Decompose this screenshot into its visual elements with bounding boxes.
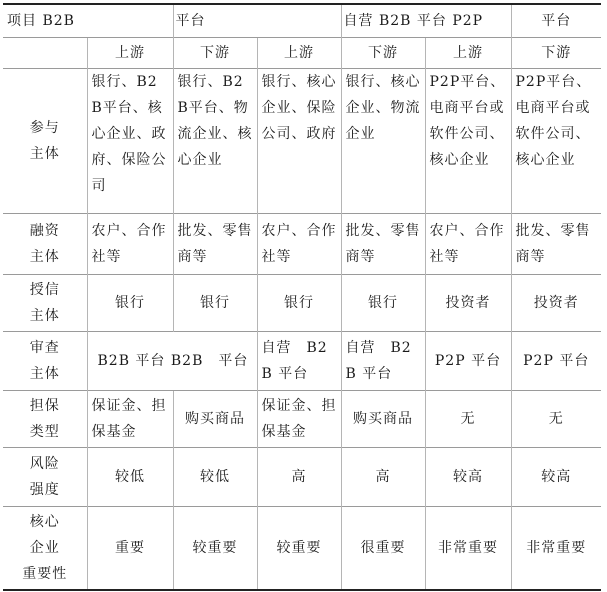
- table-cell: 较高: [425, 448, 511, 507]
- table-row: [3, 507, 601, 591]
- row-label: 融资 主体: [3, 214, 87, 275]
- header-cell-platform-1: 平台: [173, 4, 341, 38]
- comparison-table: [3, 3, 601, 591]
- table-cell: B2B 平台 B2B 平台: [87, 332, 257, 391]
- table-row: [3, 69, 601, 214]
- table-cell: 自营 B2B 平台: [257, 332, 341, 391]
- table-cell: 银行、B2B平台、物流企业、核心企业: [173, 69, 257, 214]
- table-cell: 较低: [87, 448, 173, 507]
- table-cell: 保证金、担保基金: [87, 391, 173, 448]
- row-label: 风险 强度: [3, 448, 87, 507]
- table-cell: 购买商品: [173, 391, 257, 448]
- subheader-cell: 上游: [425, 38, 511, 69]
- table-cell: 银行: [257, 275, 341, 332]
- table-cell: 自营 B2B 平台: [341, 332, 425, 391]
- subheader-cell: 上游: [257, 38, 341, 69]
- table-cell: 农户、合作社等: [257, 214, 341, 275]
- row-label: 授信 主体: [3, 275, 87, 332]
- table-subheader-row: [3, 38, 601, 69]
- table-cell: 投资者: [511, 275, 601, 332]
- table-cell: P2P平台、电商平台或软件公司、核心企业: [425, 69, 511, 214]
- table-cell: 较低: [173, 448, 257, 507]
- table-cell: 银行、B2B平台、核心企业、政府、保险公司: [87, 69, 173, 214]
- table-cell: 非常重要: [511, 507, 601, 591]
- table-cell: 购买商品: [341, 391, 425, 448]
- table-cell: 无: [425, 391, 511, 448]
- table-cell: 保证金、担保基金: [257, 391, 341, 448]
- table-cell: 很重要: [341, 507, 425, 591]
- table-cell: 非常重要: [425, 507, 511, 591]
- table-cell: 高: [341, 448, 425, 507]
- header-cell-self-b2b: 自营 B2B 平台 P2P: [341, 4, 511, 38]
- table-cell: 银行、核心企业、物流企业: [341, 69, 425, 214]
- table-row: [3, 332, 601, 391]
- table-cell: 重要: [87, 507, 173, 591]
- table-row: [3, 275, 601, 332]
- table-cell: P2P平台、电商平台或软件公司、核心企业: [511, 69, 601, 214]
- row-label: 审查 主体: [3, 332, 87, 391]
- table-cell: 较重要: [173, 507, 257, 591]
- header-cell-platform-2: 平台: [511, 4, 601, 38]
- table-cell: 农户、合作社等: [425, 214, 511, 275]
- table-row: [3, 391, 601, 448]
- table-cell: 批发、零售商等: [173, 214, 257, 275]
- table-cell: 无: [511, 391, 601, 448]
- table-cell: 较重要: [257, 507, 341, 591]
- table-cell: P2P 平台: [511, 332, 601, 391]
- subheader-cell: 下游: [173, 38, 257, 69]
- table-cell: 银行: [341, 275, 425, 332]
- table-cell: 农户、合作社等: [87, 214, 173, 275]
- table-cell: 较高: [511, 448, 601, 507]
- subheader-blank: [3, 38, 87, 69]
- row-label: 核心 企业 重要性: [3, 507, 87, 591]
- table-cell: 银行: [87, 275, 173, 332]
- subheader-cell: 上游: [87, 38, 173, 69]
- table-header-row: [3, 4, 601, 38]
- table-cell: 银行、核心企业、保险公司、政府: [257, 69, 341, 214]
- table-cell: P2P 平台: [425, 332, 511, 391]
- table-cell: 高: [257, 448, 341, 507]
- subheader-cell: 下游: [341, 38, 425, 69]
- header-cell-project: 项目 B2B: [3, 4, 173, 38]
- table-row: [3, 214, 601, 275]
- table-cell: 批发、零售商等: [341, 214, 425, 275]
- table-cell: 投资者: [425, 275, 511, 332]
- row-label: 担保 类型: [3, 391, 87, 448]
- table-row: [3, 448, 601, 507]
- table-cell: 批发、零售商等: [511, 214, 601, 275]
- subheader-cell: 下游: [511, 38, 601, 69]
- row-label: 参与 主体: [3, 69, 87, 214]
- table-cell: 银行: [173, 275, 257, 332]
